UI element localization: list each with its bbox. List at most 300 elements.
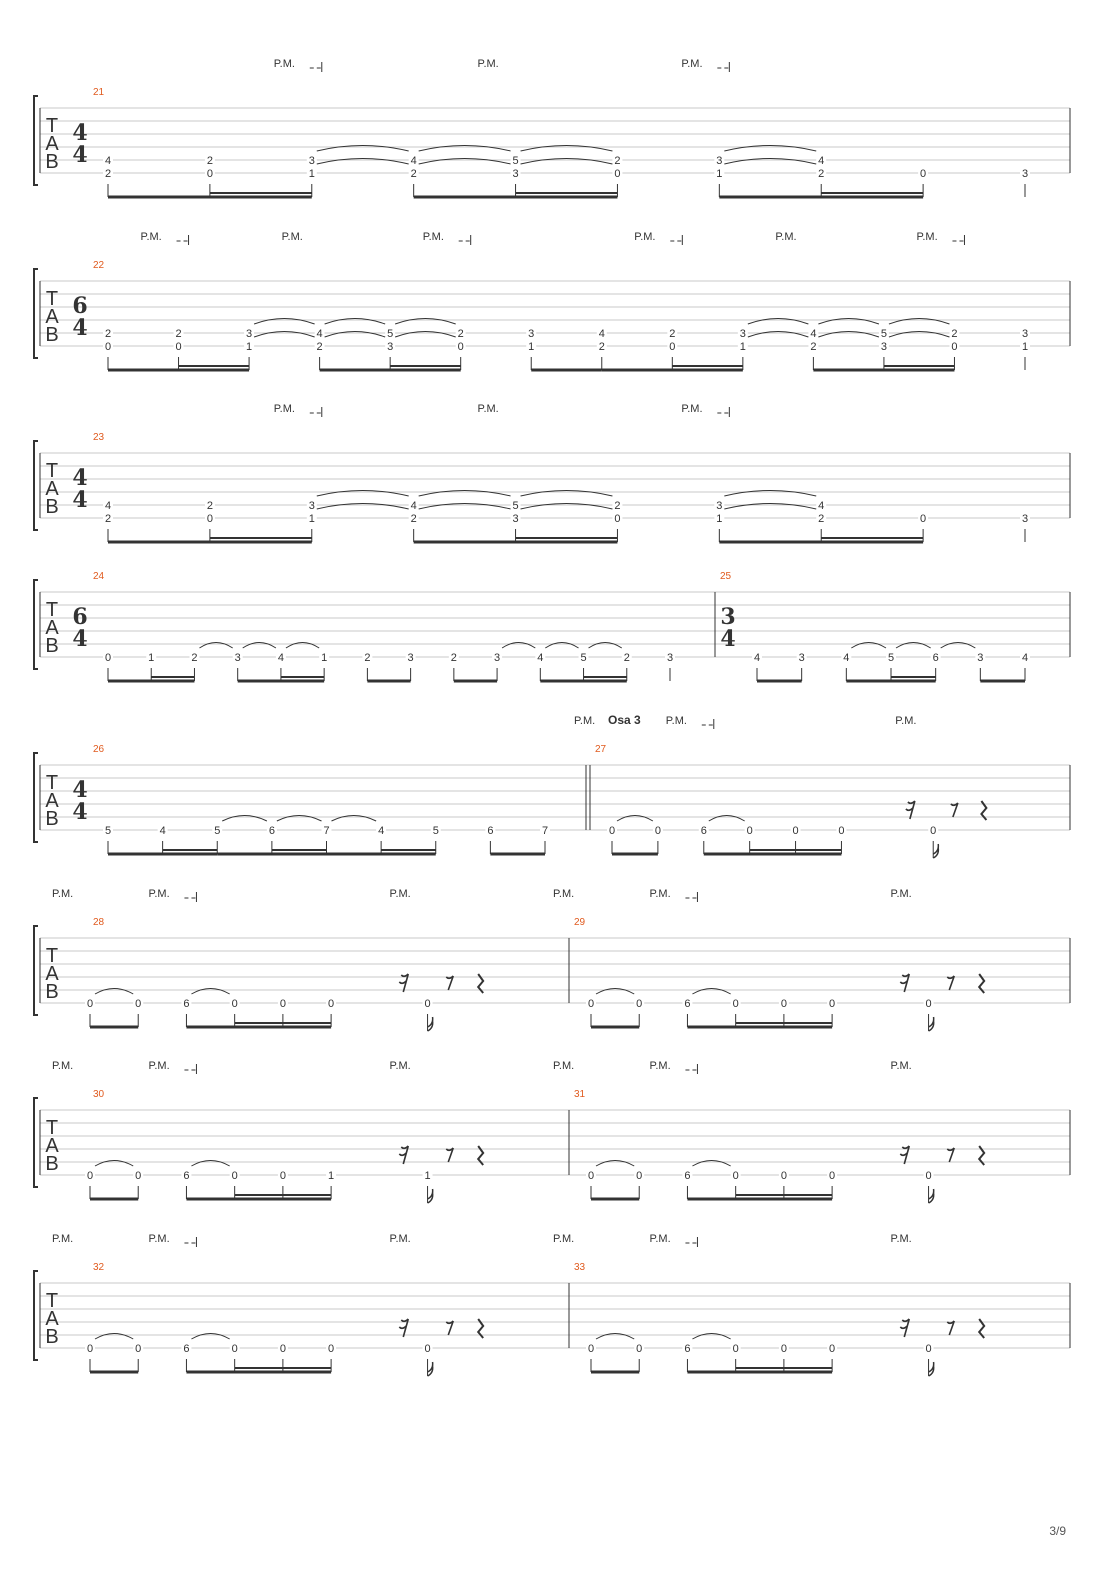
fret-number: 1: [739, 341, 746, 353]
tab-clef-letter: A: [45, 306, 59, 328]
fret-number: 0: [792, 825, 799, 837]
fret-number: 5: [512, 155, 519, 167]
fret-number: 7: [323, 825, 330, 837]
fret-number: 0: [104, 652, 112, 664]
palm-mute-label: P.M.: [890, 1233, 912, 1245]
measure-number: 24: [93, 571, 105, 582]
palm-mute-label: P.M.: [895, 715, 917, 727]
system-bracket: [34, 1098, 38, 1187]
fret-number: 0: [104, 341, 112, 353]
rest-eighth: [446, 1148, 453, 1162]
fret-number: 2: [191, 652, 198, 664]
tie-arc: [222, 816, 267, 822]
fret-number: 3: [716, 500, 723, 512]
system-bracket: [34, 269, 38, 358]
fret-number: 0: [614, 513, 621, 525]
fret-number: 2: [104, 328, 112, 340]
tab-clef-letter: A: [45, 790, 59, 812]
tab-clef-letter: A: [45, 1308, 59, 1330]
tab-clef-letter: A: [45, 963, 59, 985]
fret-number: 4: [104, 500, 112, 512]
fret-number: 3: [716, 155, 723, 167]
fret-number: 3: [512, 513, 519, 525]
fret-number: 2: [175, 328, 182, 340]
fret-number: 5: [580, 652, 587, 664]
page-number: 3/9: [1049, 1524, 1066, 1538]
measure-number: 21: [93, 87, 105, 98]
tie-arc: [395, 319, 456, 325]
time-signature-denominator: 4: [72, 626, 88, 652]
fret-number: 0: [925, 1170, 932, 1182]
tie-arc: [521, 146, 613, 152]
tie-arc: [277, 816, 322, 822]
palm-mute-label: P.M.: [649, 888, 671, 900]
tie-arc: [692, 989, 730, 995]
tab-clef-letter: T: [45, 599, 59, 621]
tie-arc: [692, 1334, 730, 1340]
palm-mute-label: P.M.: [281, 231, 303, 243]
time-signature-numerator: 4: [72, 465, 88, 491]
fret-number: 1: [148, 652, 155, 664]
fret-number: 0: [636, 1170, 643, 1182]
fret-number: 3: [977, 652, 984, 664]
fret-number: 0: [86, 1343, 94, 1355]
palm-mute-label: P.M.: [553, 1233, 575, 1245]
fret-number: 4: [753, 652, 761, 664]
tab-clef-letter: A: [45, 617, 59, 639]
tie-arc: [724, 504, 816, 510]
fret-number: 4: [598, 328, 605, 340]
tie-arc: [419, 146, 511, 152]
time-signature-numerator: 4: [72, 120, 88, 146]
fret-number: 0: [780, 1343, 787, 1355]
tie-arc: [332, 816, 377, 822]
palm-mute-label: P.M.: [634, 231, 656, 243]
fret-number: 3: [528, 328, 535, 340]
fret-number: 3: [308, 500, 315, 512]
fret-number: 0: [669, 341, 676, 353]
note-flag: [929, 1017, 934, 1031]
tie-arc: [419, 491, 511, 497]
fret-number: 0: [86, 998, 94, 1010]
rest-eighth: [947, 1148, 954, 1162]
tie-arc: [317, 491, 409, 497]
tie-arc: [748, 332, 809, 338]
tie-arc: [95, 1161, 133, 1167]
tab-clef-letter: T: [45, 772, 59, 794]
tie-arc: [243, 643, 276, 649]
fret-number: 6: [183, 1343, 190, 1355]
fret-number: 4: [104, 155, 112, 167]
measure-number: 33: [574, 1262, 586, 1273]
time-signature-denominator: 4: [72, 142, 88, 168]
palm-mute-label: P.M.: [389, 1060, 411, 1072]
fret-number: 0: [206, 513, 213, 525]
fret-number: 0: [231, 1343, 238, 1355]
tie-arc: [889, 319, 950, 325]
tab-clef-letter: B: [45, 808, 59, 830]
time-signature-numerator: 6: [72, 604, 88, 630]
tie-arc: [95, 1334, 133, 1340]
tie-arc: [521, 159, 613, 165]
fret-number: 3: [739, 328, 746, 340]
tie-arc: [692, 1161, 730, 1167]
fret-number: 0: [279, 1343, 286, 1355]
palm-mute-label: P.M.: [422, 231, 444, 243]
fret-number: 0: [780, 998, 787, 1010]
time-signature-numerator: 6: [72, 293, 88, 319]
fret-number: 0: [328, 998, 335, 1010]
system-bracket: [34, 926, 38, 1015]
tab-clef-letter: T: [45, 115, 59, 137]
fret-number: 0: [829, 1343, 836, 1355]
tie-arc: [317, 504, 409, 510]
fret-number: 4: [810, 328, 817, 340]
fret-number: 0: [920, 513, 927, 525]
tie-arc: [818, 332, 879, 338]
palm-mute-label: P.M.: [148, 888, 170, 900]
palm-mute-label: P.M.: [649, 1233, 671, 1245]
fret-number: 0: [135, 1170, 142, 1182]
palm-mute-label: P.M.: [681, 403, 703, 415]
fret-number: 0: [86, 1170, 94, 1182]
tab-clef-letter: A: [45, 1135, 59, 1157]
fret-number: 4: [316, 328, 323, 340]
fret-number: 6: [684, 998, 691, 1010]
tie-arc: [521, 504, 613, 510]
tab-clef-letter: A: [45, 478, 59, 500]
note-flag: [428, 1362, 433, 1376]
time-signature-denominator: 4: [72, 315, 88, 341]
fret-number: 0: [732, 998, 739, 1010]
fret-number: 2: [316, 341, 323, 353]
fret-number: 4: [818, 500, 825, 512]
note-flag: [428, 1189, 433, 1203]
fret-number: 5: [880, 328, 887, 340]
fret-number: 2: [669, 328, 676, 340]
tie-arc: [851, 643, 886, 649]
fret-number: 4: [410, 155, 417, 167]
tab-clef-letter: B: [45, 1153, 59, 1175]
fret-number: 1: [716, 513, 723, 525]
measure-number: 27: [595, 744, 607, 755]
tie-arc: [748, 319, 809, 325]
system-bracket: [34, 441, 38, 530]
fret-number: 0: [614, 168, 621, 180]
fret-number: 2: [104, 168, 112, 180]
fret-number: 4: [537, 652, 544, 664]
fret-number: 1: [321, 652, 328, 664]
fret-number: 0: [587, 1343, 595, 1355]
palm-mute-label: P.M.: [273, 58, 295, 70]
fret-number: 4: [410, 500, 417, 512]
tab-clef-letter: T: [45, 945, 59, 967]
palm-mute-label: P.M.: [649, 1060, 671, 1072]
tie-arc: [896, 643, 931, 649]
fret-number: 0: [829, 1170, 836, 1182]
fret-number: 0: [829, 998, 836, 1010]
fret-number: 3: [512, 168, 519, 180]
fret-number: 0: [925, 998, 932, 1010]
palm-mute-label: P.M.: [681, 58, 703, 70]
palm-mute-label: P.M.: [477, 58, 499, 70]
fret-number: 6: [268, 825, 275, 837]
fret-number: 1: [424, 1170, 431, 1182]
fret-number: 2: [614, 500, 621, 512]
fret-number: 0: [279, 1170, 286, 1182]
fret-number: 6: [684, 1170, 691, 1182]
fret-number: 0: [951, 341, 958, 353]
tie-arc: [545, 643, 578, 649]
fret-number: 0: [654, 825, 661, 837]
fret-number: 0: [231, 1170, 238, 1182]
palm-mute-label: P.M.: [389, 1233, 411, 1245]
tab-clef-letter: B: [45, 324, 59, 346]
fret-number: 3: [1021, 168, 1029, 180]
note-flag: [933, 844, 938, 858]
tab-clef-letter: B: [45, 981, 59, 1003]
measure-number: 25: [720, 571, 732, 582]
time-signature-numerator: 3: [720, 604, 736, 630]
tie-arc: [589, 643, 622, 649]
measure-number: 22: [93, 260, 105, 271]
palm-mute-label: P.M.: [477, 403, 499, 415]
note-flag: [929, 1362, 934, 1376]
fret-number: 2: [104, 513, 112, 525]
fret-number: 0: [135, 998, 142, 1010]
fret-number: 2: [623, 652, 630, 664]
fret-number: 2: [598, 341, 605, 353]
fret-number: 1: [1021, 341, 1029, 353]
rest-eighth: [446, 976, 453, 990]
fret-number: 0: [424, 1343, 431, 1355]
fret-number: 1: [308, 168, 315, 180]
fret-number: 2: [364, 652, 371, 664]
tie-arc: [941, 643, 976, 649]
palm-mute-label: P.M.: [553, 1060, 575, 1072]
tie-arc: [818, 319, 879, 325]
fret-number: 0: [328, 1343, 335, 1355]
fret-number: 3: [666, 652, 674, 664]
fret-number: 2: [410, 513, 417, 525]
palm-mute-label: P.M.: [389, 888, 411, 900]
fret-number: 5: [512, 500, 519, 512]
fret-number: 0: [746, 825, 753, 837]
fret-number: 0: [175, 341, 182, 353]
fret-number: 0: [279, 998, 286, 1010]
tie-arc: [419, 504, 511, 510]
fret-number: 0: [780, 1170, 787, 1182]
fret-number: 0: [732, 1170, 739, 1182]
fret-number: 0: [587, 998, 595, 1010]
note-flag: [929, 1189, 934, 1203]
fret-number: 3: [880, 341, 887, 353]
tie-arc: [521, 491, 613, 497]
tie-arc: [325, 319, 386, 325]
fret-number: 4: [818, 155, 825, 167]
fret-number: 4: [159, 825, 166, 837]
tab-clef-letter: T: [45, 1290, 59, 1312]
fret-number: 5: [432, 825, 439, 837]
time-signature-denominator: 4: [72, 487, 88, 513]
fret-number: 0: [206, 168, 213, 180]
section-marker: Osa 3: [608, 713, 641, 727]
tie-arc: [199, 643, 232, 649]
palm-mute-label: P.M.: [665, 715, 687, 727]
fret-number: 0: [135, 1343, 142, 1355]
tab-clef-letter: B: [45, 496, 59, 518]
palm-mute-label: P.M.: [52, 1233, 74, 1245]
system-bracket: [34, 753, 38, 842]
tie-arc: [317, 159, 409, 165]
fret-number: 2: [457, 328, 464, 340]
fret-number: 6: [183, 998, 190, 1010]
fret-number: 6: [684, 1343, 691, 1355]
fret-number: 0: [231, 998, 238, 1010]
system-bracket: [34, 96, 38, 185]
tie-arc: [724, 146, 816, 152]
measure-number: 23: [93, 432, 105, 443]
measure-number: 28: [93, 917, 105, 928]
tie-arc: [596, 1161, 634, 1167]
fret-number: 0: [920, 168, 927, 180]
palm-mute-label: P.M.: [273, 403, 295, 415]
tie-arc: [596, 1334, 634, 1340]
fret-number: 0: [636, 1343, 643, 1355]
fret-number: 2: [410, 168, 417, 180]
tab-clef-letter: A: [45, 133, 59, 155]
palm-mute-label: P.M.: [775, 231, 797, 243]
fret-number: 0: [587, 1170, 595, 1182]
tie-arc: [617, 816, 653, 822]
fret-number: 5: [387, 328, 394, 340]
fret-number: 1: [308, 513, 315, 525]
fret-number: 4: [843, 652, 850, 664]
fret-number: 3: [234, 652, 241, 664]
system-bracket: [34, 580, 38, 669]
fret-number: 6: [183, 1170, 190, 1182]
fret-number: 2: [450, 652, 457, 664]
fret-number: 2: [614, 155, 621, 167]
fret-number: 3: [387, 341, 394, 353]
fret-number: 2: [206, 500, 213, 512]
palm-mute-label: P.M.: [574, 715, 596, 727]
tie-arc: [95, 989, 133, 995]
tie-arc: [502, 643, 535, 649]
tie-arc: [317, 146, 409, 152]
fret-number: 0: [732, 1343, 739, 1355]
tab-clef-letter: B: [45, 151, 59, 173]
measure-number: 31: [574, 1089, 586, 1100]
fret-number: 2: [818, 168, 825, 180]
fret-number: 0: [838, 825, 845, 837]
fret-number: 4: [378, 825, 385, 837]
palm-mute-label: P.M.: [148, 1060, 170, 1072]
tie-arc: [325, 332, 386, 338]
tie-arc: [709, 816, 745, 822]
tab-clef-letter: T: [45, 460, 59, 482]
tie-arc: [724, 491, 816, 497]
fret-number: 3: [798, 652, 805, 664]
fret-number: 1: [716, 168, 723, 180]
palm-mute-label: P.M.: [52, 888, 74, 900]
fret-number: 3: [494, 652, 501, 664]
palm-mute-label: P.M.: [553, 888, 575, 900]
tab-clef-letter: B: [45, 1326, 59, 1348]
palm-mute-label: P.M.: [890, 1060, 912, 1072]
fret-number: 1: [328, 1170, 335, 1182]
fret-number: 0: [424, 998, 431, 1010]
fret-number: 2: [818, 513, 825, 525]
tie-arc: [889, 332, 950, 338]
tie-arc: [395, 332, 456, 338]
fret-number: 0: [925, 1343, 932, 1355]
measure-number: 32: [93, 1262, 105, 1273]
tie-arc: [254, 332, 315, 338]
fret-number: 3: [407, 652, 414, 664]
palm-mute-label: P.M.: [890, 888, 912, 900]
time-signature-denominator: 4: [72, 799, 88, 825]
rest-eighth: [446, 1321, 453, 1335]
fret-number: 1: [246, 341, 253, 353]
tie-arc: [724, 159, 816, 165]
palm-mute-label: P.M.: [148, 1233, 170, 1245]
tie-arc: [191, 989, 229, 995]
measure-number: 26: [93, 744, 105, 755]
palm-mute-label: P.M.: [52, 1060, 74, 1072]
tab-clef-letter: T: [45, 288, 59, 310]
fret-number: 6: [932, 652, 939, 664]
fret-number: 2: [951, 328, 958, 340]
fret-number: 2: [206, 155, 213, 167]
fret-number: 1: [528, 341, 535, 353]
fret-number: 0: [608, 825, 616, 837]
tie-arc: [286, 643, 319, 649]
palm-mute-label: P.M.: [916, 231, 938, 243]
fret-number: 3: [1021, 328, 1029, 340]
note-flag: [428, 1017, 433, 1031]
fret-number: 0: [457, 341, 464, 353]
fret-number: 2: [810, 341, 817, 353]
fret-number: 5: [214, 825, 221, 837]
time-signature-denominator: 4: [720, 626, 736, 652]
measure-number: 30: [93, 1089, 105, 1100]
fret-number: 3: [246, 328, 253, 340]
fret-number: 0: [930, 825, 937, 837]
system-bracket: [34, 1271, 38, 1360]
tab-clef-letter: B: [45, 635, 59, 657]
tie-arc: [191, 1334, 229, 1340]
fret-number: 4: [1021, 652, 1029, 664]
tie-arc: [419, 159, 511, 165]
fret-number: 4: [277, 652, 284, 664]
fret-number: 5: [104, 825, 112, 837]
fret-number: 6: [487, 825, 494, 837]
palm-mute-label: P.M.: [140, 231, 162, 243]
fret-number: 7: [541, 825, 549, 837]
measure-number: 29: [574, 917, 586, 928]
time-signature-numerator: 4: [72, 777, 88, 803]
rest-eighth: [947, 976, 954, 990]
fret-number: 6: [700, 825, 707, 837]
tab-clef-letter: T: [45, 1117, 59, 1139]
tie-arc: [596, 989, 634, 995]
tie-arc: [191, 1161, 229, 1167]
tie-arc: [254, 319, 315, 325]
fret-number: 5: [887, 652, 895, 664]
rest-eighth: [947, 1321, 954, 1335]
fret-number: 0: [636, 998, 643, 1010]
